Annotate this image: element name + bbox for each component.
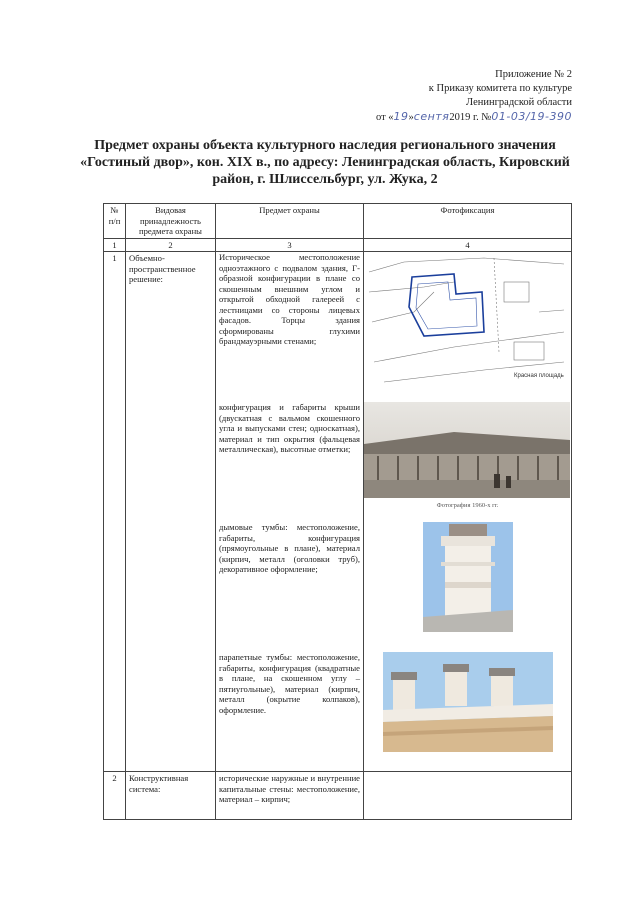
header-number: № п/п <box>104 204 126 239</box>
chimney-photo <box>364 522 571 652</box>
order-number: 01-03/19-390 <box>491 110 572 123</box>
subject-item: конфигурация и габариты крыши (двускатная с вальмом скошенного угла и выпусками стен; односкатная), материал и тип окрытия (фальцевая металлическая), высотные отметки; <box>219 402 360 454</box>
date-month: сентя <box>413 110 450 123</box>
parapet-photo <box>364 652 571 762</box>
date-day: 19 <box>393 110 409 123</box>
row-number: 2 <box>104 772 126 820</box>
subject-item: парапетные тумбы: местоположение, габариты, конфигурация (квадратные в плане, на скошенном углу – пятиугольные), материал (кирпич, металл (окрытие колпаков), оформление. <box>219 652 360 715</box>
table-row <box>104 252 572 772</box>
row-subject <box>216 252 364 772</box>
table-header-row <box>104 204 572 239</box>
header-subject: Предмет охраны <box>216 204 364 239</box>
row-photos <box>364 772 572 820</box>
appendix-header <box>332 68 572 125</box>
header-photo: Фотофиксация <box>364 204 572 239</box>
plan-map-photo <box>364 252 571 402</box>
row-number: 1 <box>104 252 126 772</box>
map-label: Красная площадь <box>514 373 564 379</box>
row-type: Объемно-пространственное решение: <box>126 252 216 772</box>
photo-caption: Фотография 1960-х гг. <box>436 501 499 509</box>
appendix-line1: Приложение № 2 <box>495 69 572 80</box>
table-row <box>104 772 572 820</box>
row-subject: исторические наружные и внутренние капитальные стены: местоположение, материал – кирпич; <box>216 772 364 820</box>
table-colnum-row: 1 2 3 4 <box>104 238 572 252</box>
document-title: Предмет охраны объекта культурного наследия регионального значения «Гостиный двор», кон. XIX в., по адресу: Ленинградская область, Кировский район, г. Шлиссельбург, ул. Жука, 2 <box>80 138 570 187</box>
header-type: Видовая принадлежность предмета охраны <box>126 204 216 239</box>
historic-photo <box>364 402 571 522</box>
appendix-line3: Ленинградской области <box>466 97 572 108</box>
row-type: Конструктивная система: <box>126 772 216 820</box>
subject-item: дымовые тумбы: местоположение, габариты, конфигурация (прямоугольные в плане), материал (кирпич, металл (оголовки труб), декоративное оформление; <box>219 522 360 574</box>
protection-subject-table <box>103 203 572 820</box>
subject-item: Историческое местоположение одноэтажного с подвалом здания, Г-образной конфигурации в плане со скошенным внешним углом и открытой обходной галереей с лестницами со стороны лицевых фасадов. Торцы здания сформированы глухими брандмауэрными стенами; <box>219 252 360 346</box>
row-photos <box>364 252 572 772</box>
appendix-date-line: от «19»сентя2019 г. №01-03/19-390 <box>375 110 572 123</box>
appendix-line2: к Приказу комитета по культуре <box>428 83 572 94</box>
